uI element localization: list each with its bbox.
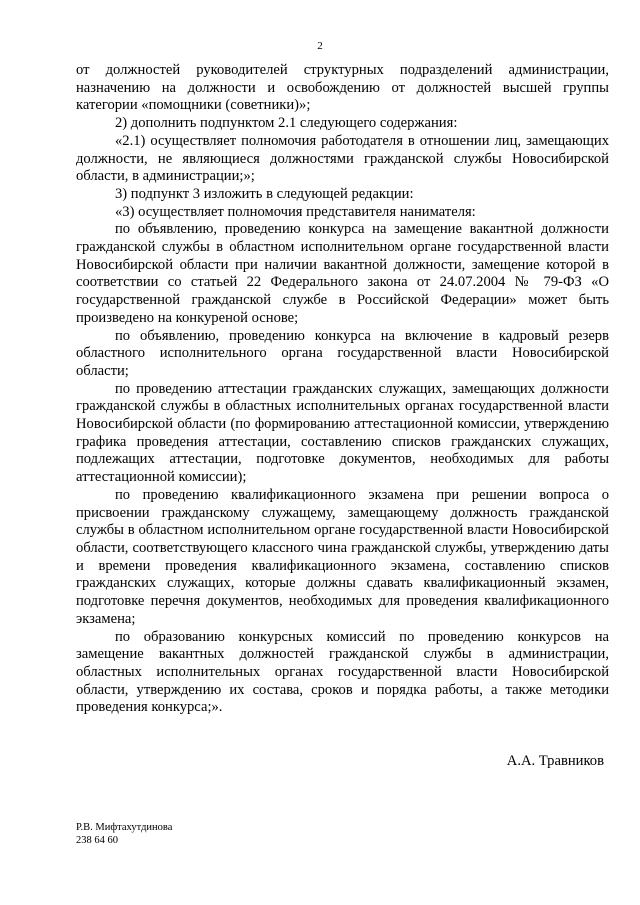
page-number: 2 [317, 40, 323, 52]
signature-name: А.А. Травников [506, 753, 604, 769]
body-paragraph: «3) осуществляет полномочия представителя нанимателя: [115, 203, 476, 220]
body-paragraph: 3) подпункт 3 изложить в следующей редакции: [115, 185, 414, 202]
body-paragraph: по объявлению, проведению конкурса на замещение вакантной должности гражданской службы в областном исполнительном органе государственной власти Новосибирской области при наличии вакантной должности, замещение которой в соответствии со статьей 22 Федерального закона от 24.07.2004 № 79-ФЗ «О государственной гражданской службе в Российской Федерации» может быть произведено на конкуреной основе; [76, 221, 609, 326]
body-paragraph: по проведению аттестации гражданских служащих, замещающих должности гражданской службы в областных исполнительных органах государственной власти Новосибирской области (по формированию аттестационной комиссии, утверждению графика проведения аттестации, составлению списков гражданских служащих, подлежащих аттестации, подготовке документов, необходимых для работы аттестационной комиссии); [76, 380, 609, 486]
body-paragraph: 2) дополнить подпунктом 2.1 следующего содержания: [115, 115, 458, 132]
body-paragraph: «2.1) осуществляет полномочия работодателя в отношении лиц, замещающих должности, не являющиеся должностями гражданской службы Новосибирской области, в администрации;»; [76, 132, 609, 185]
body-paragraph: от должностей руководителей структурных подразделений администрации, назначению на должности и освобождению от должностей высшей группы категории «помощники (советники)»; [76, 62, 609, 114]
executor-phone: 238 64 60 [76, 835, 118, 846]
body-paragraph: по объявлению, проведению конкурса на включение в кадровый резерв областного исполнительного органа государственной власти Новосибирской области; [76, 327, 609, 379]
body-paragraph: по проведению квалификационного экзамена при решении вопроса о присвоении гражданскому служащему, замещающему должность гражданской службы в областном исполнительном органе государственной власти Новосибирской области, соответствующего классного чина гражданской службы, утверждению даты и времени проведения квалификационного экзамена, составлению списков гражданских служащих, которые должны сдавать квалификационный экзамен, подготовке перечня документов, необходимых для проведения квалификационного экзамена; [76, 486, 609, 627]
document-body [76, 62, 609, 717]
executor-name: Р.В. Мифтахутдинова [76, 822, 173, 833]
document-footer [76, 821, 172, 847]
body-paragraph: по образованию конкурсных комиссий по проведению конкурсов на замещение вакантных должностей гражданской службы в администрации, областных исполнительных органах государственной власти Новосибирской области, утверждению их состава, сроков и порядка работы, а также методики проведения конкурса;». [76, 628, 609, 716]
